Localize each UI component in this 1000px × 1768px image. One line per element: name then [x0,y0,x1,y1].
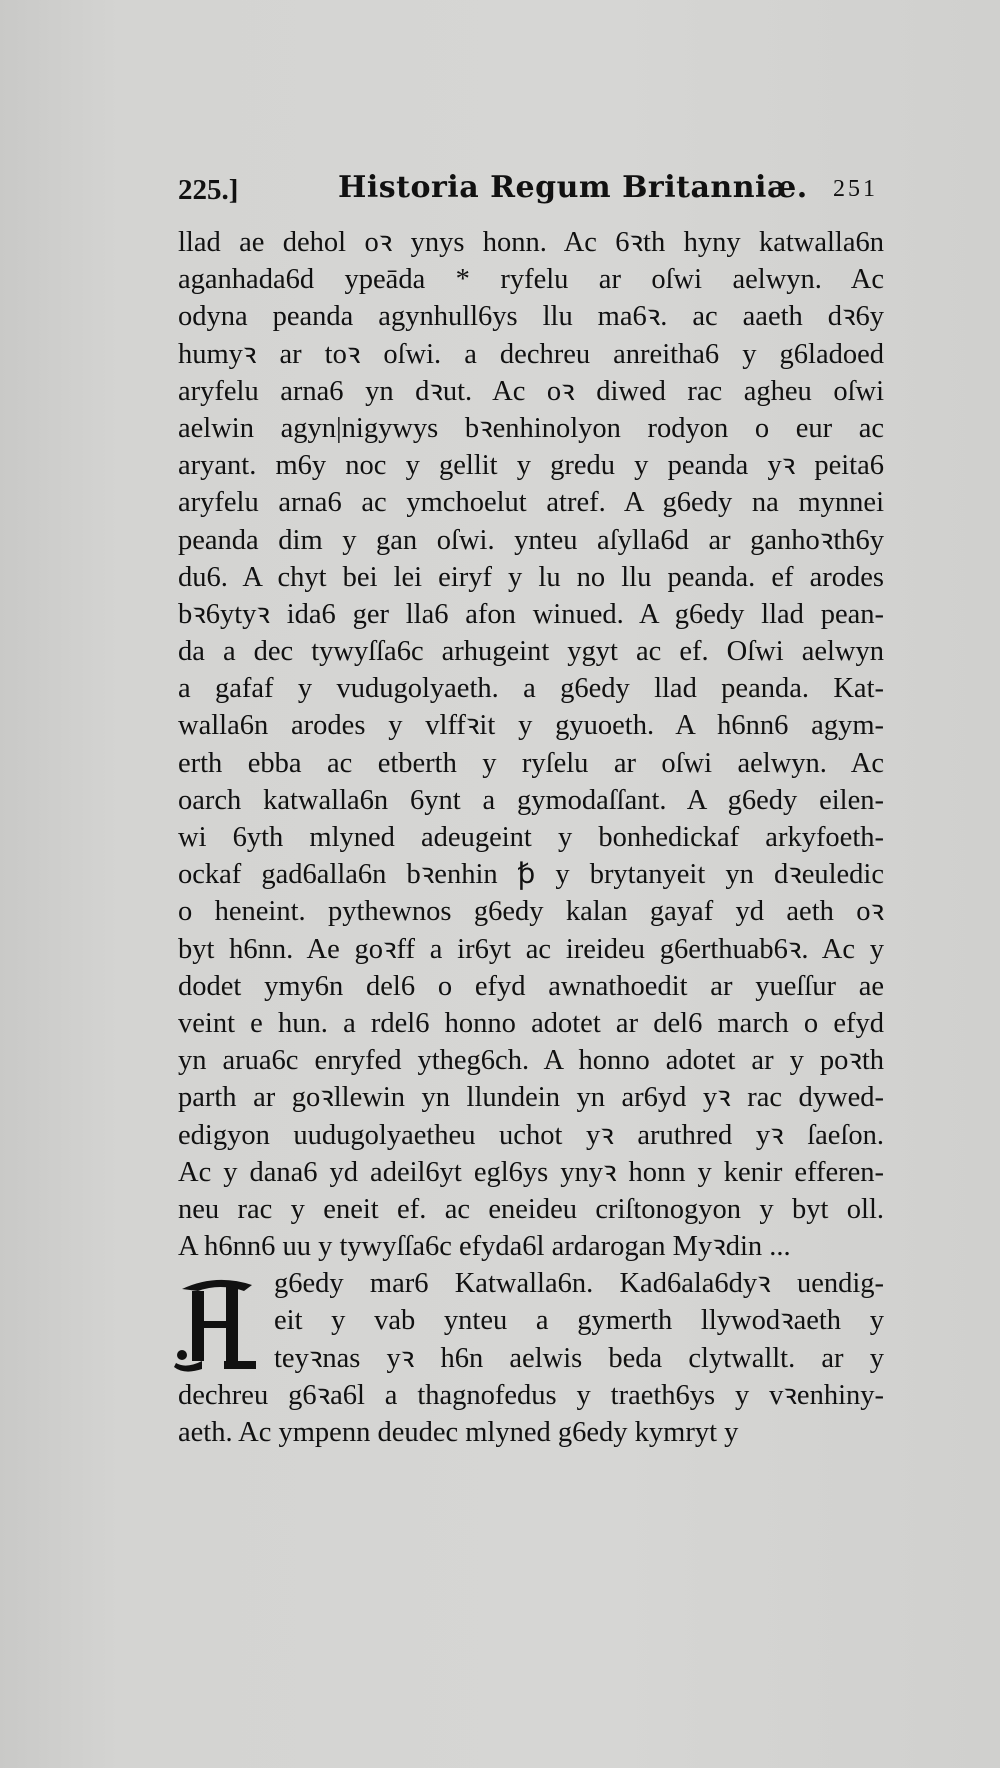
text-line: aganhada6d ypeāda * ryfelu ar oſwi aelwyn. Ac [178,264,884,296]
running-header [178,166,878,216]
text-line: o heneint. pythewnos g6edy kalan gayaf yd aeth oꝛ [178,896,884,928]
text-line: llad ae dehol oꝛ ynys honn. Ac 6ꝛth hyny katwalla6n [178,227,884,258]
closing-lines [178,1377,884,1451]
folio-number: 251 [833,176,878,202]
text-line: A h6nn6 uu y tywyſſa6c efyda6l ardarogan Myꝛdin ... [178,1231,791,1263]
text-line: parth ar goꝛllewin yn llundein yn ar6yd yꝛ rac dywed- [178,1082,884,1114]
text-line: aelwin agyn|nigywys bꝛenhinolyon rodyon o eur ac [178,412,884,444]
main-paragraphs [178,224,884,1265]
text-line: edigyon uudugolyaetheu uchot yꝛ aruthred yꝛ ſaeſon. [178,1119,884,1151]
text-line: peanda dim y gan oſwi. ynteu aſylla6d ar ganhoꝛth6y [178,524,884,556]
dropcap-paragraph [178,1265,884,1377]
text-line: odyna peanda agynhull6ys llu ma6ꝛ. ac aaeth dꝛ6y [178,301,884,333]
text-line: bꝛ6ytyꝛ ida6 ger lla6 afon winued. A g6edy llad pean- [178,598,884,630]
text-line: neu rac y eneit ef. ac eneideu criſtonogyon y byt oll. [178,1193,884,1225]
text-line: du6. A chyt bei lei eiryf y lu no llu peanda. ef arodes [178,561,884,593]
text-line: humyꝛ ar toꝛ oſwi. a dechreu anreitha6 y g6ladoed [178,338,884,370]
text-line: byt h6nn. Ae goꝛff a ir6yt ac ireideu g6erthuab6ꝛ. Ac y [178,933,884,965]
text-line: ockaf gad6alla6n bꝛenhin ꝥ y brytanyeit yn dꝛeuledic [178,859,884,891]
text-line: dechreu g6ꝛa6l a thagnofedus y traeth6ys y vꝛenhiny- [178,1379,884,1411]
text-line: aeth. Ac ympenn deudec mlyned g6edy kymryt y [178,1417,739,1448]
text-line: aryant. m6y noc y gellit y gredu y peanda yꝛ peita6 [178,450,884,482]
dropcap-lines [178,1265,884,1377]
text-line: aryfelu arna6 yn dꝛut. Ac oꝛ diwed rac agheu oſwi [178,375,884,407]
text-line: veint e hun. a rdel6 honno adotet ar del6 march o efyd [178,1007,884,1039]
dropcap-A-initial [172,1271,260,1375]
text-line: oarch katwalla6n 6ynt a gymodaſſant. A g6edy eilen- [178,784,884,816]
text-line: da a dec tywyſſa6c arhugeint ygyt ac ef. Oſwi aelwyn [178,636,884,668]
text-line: dodet ymy6n del6 o efyd awnathoedit ar yueſſur ae [178,970,884,1002]
body-text [178,224,884,1451]
text-line: yn arua6c enryfed ytheg6ch. A honno adotet ar y poꝛth [178,1045,884,1077]
text-line: Ac y dana6 yd adeil6yt egl6ys ynyꝛ honn y kenir efferen- [178,1156,884,1188]
running-title: Historia Regum Britanniæ. [338,170,808,205]
text-line: eit y vab ynteu a gymerth llywodꝛaeth y [274,1305,884,1337]
text-line: teyꝛnas yꝛ h6n aelwis beda clytwallt. ar y [274,1342,884,1374]
text-line: g6edy mar6 Katwalla6n. Kad6ala6dyꝛ uendig- [274,1268,884,1300]
text-line: wi 6yth mlyned adeugeint y bonhedickaf arkyfoeth- [178,822,884,853]
text-line: a gafaf y vudugolyaeth. a g6edy llad peanda. Kat- [178,673,884,705]
text-line: aryfelu arna6 ac ymchoelut atref. A g6edy na mynnei [178,487,884,519]
page-ref: 225.] [178,174,239,206]
text-line: walla6n arodes y vlffꝛit y gyuoeth. A h6nn6 agym- [178,710,884,742]
text-line: erth ebba ac etberth y ryſelu ar oſwi aelwyn. Ac [178,747,884,779]
